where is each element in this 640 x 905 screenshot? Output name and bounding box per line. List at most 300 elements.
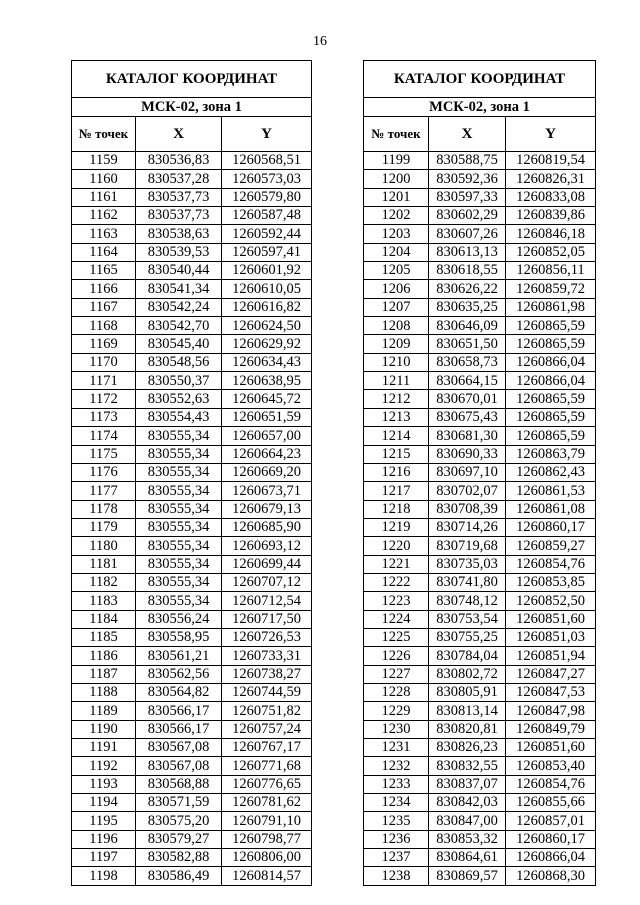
point-number-cell: 1201 xyxy=(364,188,429,206)
table-row xyxy=(364,849,596,867)
point-number-cell: 1180 xyxy=(72,537,136,555)
column-header-point-number: № точек xyxy=(364,117,429,152)
table-row xyxy=(72,225,312,243)
y-coordinate-cell: 1260679,13 xyxy=(222,500,312,518)
x-coordinate-cell: 830832,55 xyxy=(429,757,506,775)
x-coordinate-cell: 830646,09 xyxy=(429,317,506,335)
y-coordinate-cell: 1260866,04 xyxy=(506,849,596,867)
y-coordinate-cell: 1260862,43 xyxy=(506,463,596,481)
y-coordinate-cell: 1260717,50 xyxy=(222,610,312,628)
y-coordinate-cell: 1260863,79 xyxy=(506,445,596,463)
y-coordinate-cell: 1260767,17 xyxy=(222,739,312,757)
point-number-cell: 1177 xyxy=(72,482,136,500)
x-coordinate-cell: 830575,20 xyxy=(136,812,222,830)
catalog-title: КАТАЛОГ КООРДИНАТ xyxy=(364,61,596,98)
table-row xyxy=(72,152,312,170)
x-coordinate-cell: 830741,80 xyxy=(429,573,506,591)
x-coordinate-cell: 830618,55 xyxy=(429,262,506,280)
x-coordinate-cell: 830538,63 xyxy=(136,225,222,243)
y-coordinate-cell: 1260726,53 xyxy=(222,628,312,646)
point-number-cell: 1210 xyxy=(364,353,429,371)
x-coordinate-cell: 830555,34 xyxy=(136,482,222,500)
y-coordinate-cell: 1260865,59 xyxy=(506,390,596,408)
point-number-cell: 1227 xyxy=(364,665,429,683)
table-row xyxy=(364,170,596,188)
x-coordinate-cell: 830635,25 xyxy=(429,298,506,316)
x-coordinate-cell: 830658,73 xyxy=(429,353,506,371)
table-row xyxy=(364,298,596,316)
point-number-cell: 1206 xyxy=(364,280,429,298)
point-number-cell: 1233 xyxy=(364,775,429,793)
table-row xyxy=(72,610,312,628)
point-number-cell: 1196 xyxy=(72,830,136,848)
table-row xyxy=(364,280,596,298)
x-coordinate-cell: 830545,40 xyxy=(136,335,222,353)
column-header-y: Y xyxy=(506,117,596,152)
point-number-cell: 1172 xyxy=(72,390,136,408)
y-coordinate-cell: 1260664,23 xyxy=(222,445,312,463)
x-coordinate-cell: 830555,34 xyxy=(136,573,222,591)
y-coordinate-cell: 1260651,59 xyxy=(222,408,312,426)
x-coordinate-cell: 830539,53 xyxy=(136,243,222,261)
x-coordinate-cell: 830582,88 xyxy=(136,849,222,867)
point-number-cell: 1174 xyxy=(72,427,136,445)
table-row xyxy=(72,537,312,555)
table-row xyxy=(72,390,312,408)
x-coordinate-cell: 830564,82 xyxy=(136,683,222,701)
x-coordinate-cell: 830566,17 xyxy=(136,720,222,738)
column-header-y: Y xyxy=(222,117,312,152)
point-number-cell: 1160 xyxy=(72,170,136,188)
table-row xyxy=(72,427,312,445)
table-row xyxy=(364,372,596,390)
table-row xyxy=(72,867,312,885)
table-row xyxy=(72,573,312,591)
point-number-cell: 1187 xyxy=(72,665,136,683)
x-coordinate-cell: 830567,08 xyxy=(136,757,222,775)
y-coordinate-cell: 1260851,60 xyxy=(506,739,596,757)
y-coordinate-cell: 1260868,30 xyxy=(506,867,596,885)
table-row xyxy=(72,702,312,720)
table-row xyxy=(364,775,596,793)
table-row xyxy=(364,225,596,243)
table-row xyxy=(364,757,596,775)
y-coordinate-cell: 1260866,04 xyxy=(506,372,596,390)
table-row xyxy=(72,243,312,261)
y-coordinate-cell: 1260673,71 xyxy=(222,482,312,500)
table-row xyxy=(364,720,596,738)
point-number-cell: 1169 xyxy=(72,335,136,353)
point-number-cell: 1192 xyxy=(72,757,136,775)
x-coordinate-cell: 830602,29 xyxy=(429,207,506,225)
y-coordinate-cell: 1260819,54 xyxy=(506,152,596,170)
table-row xyxy=(72,482,312,500)
point-number-cell: 1208 xyxy=(364,317,429,335)
y-coordinate-cell: 1260851,03 xyxy=(506,628,596,646)
point-number-cell: 1184 xyxy=(72,610,136,628)
x-coordinate-cell: 830670,01 xyxy=(429,390,506,408)
point-number-cell: 1197 xyxy=(72,849,136,867)
x-coordinate-cell: 830548,56 xyxy=(136,353,222,371)
table-row xyxy=(364,555,596,573)
x-coordinate-cell: 830592,36 xyxy=(429,170,506,188)
point-number-cell: 1216 xyxy=(364,463,429,481)
y-coordinate-cell: 1260852,05 xyxy=(506,243,596,261)
y-coordinate-cell: 1260854,76 xyxy=(506,555,596,573)
point-number-cell: 1229 xyxy=(364,702,429,720)
table-row xyxy=(72,463,312,481)
coordinate-catalog-table-right xyxy=(363,60,596,886)
point-number-cell: 1161 xyxy=(72,188,136,206)
table-row xyxy=(364,500,596,518)
table-row xyxy=(364,188,596,206)
table-row xyxy=(364,262,596,280)
x-coordinate-cell: 830714,26 xyxy=(429,518,506,536)
y-coordinate-cell: 1260833,08 xyxy=(506,188,596,206)
x-coordinate-cell: 830537,28 xyxy=(136,170,222,188)
point-number-cell: 1226 xyxy=(364,647,429,665)
y-coordinate-cell: 1260849,79 xyxy=(506,720,596,738)
x-coordinate-cell: 830697,10 xyxy=(429,463,506,481)
y-coordinate-cell: 1260798,77 xyxy=(222,830,312,848)
x-coordinate-cell: 830755,25 xyxy=(429,628,506,646)
table-row xyxy=(72,592,312,610)
coordinate-catalog-table-left xyxy=(71,60,312,886)
table-row xyxy=(364,610,596,628)
table-row xyxy=(72,353,312,371)
y-coordinate-cell: 1260712,54 xyxy=(222,592,312,610)
x-coordinate-cell: 830802,72 xyxy=(429,665,506,683)
x-coordinate-cell: 830735,03 xyxy=(429,555,506,573)
y-coordinate-cell: 1260669,20 xyxy=(222,463,312,481)
table-row xyxy=(72,555,312,573)
table-row xyxy=(364,683,596,701)
y-coordinate-cell: 1260847,53 xyxy=(506,683,596,701)
y-coordinate-cell: 1260757,24 xyxy=(222,720,312,738)
y-coordinate-cell: 1260744,59 xyxy=(222,683,312,701)
x-coordinate-cell: 830613,13 xyxy=(429,243,506,261)
y-coordinate-cell: 1260865,59 xyxy=(506,317,596,335)
x-coordinate-cell: 830555,34 xyxy=(136,427,222,445)
catalog-title: КАТАЛОГ КООРДИНАТ xyxy=(72,61,312,98)
point-number-cell: 1159 xyxy=(72,152,136,170)
table-row xyxy=(364,408,596,426)
table-row xyxy=(72,739,312,757)
table-row xyxy=(364,665,596,683)
point-number-cell: 1188 xyxy=(72,683,136,701)
x-coordinate-cell: 830690,33 xyxy=(429,445,506,463)
point-number-cell: 1218 xyxy=(364,500,429,518)
x-coordinate-cell: 830552,63 xyxy=(136,390,222,408)
x-coordinate-cell: 830826,23 xyxy=(429,739,506,757)
table-row xyxy=(364,390,596,408)
x-coordinate-cell: 830607,26 xyxy=(429,225,506,243)
table-row xyxy=(364,573,596,591)
table-row xyxy=(364,830,596,848)
point-number-cell: 1193 xyxy=(72,775,136,793)
y-coordinate-cell: 1260860,17 xyxy=(506,830,596,848)
table-row xyxy=(72,335,312,353)
y-coordinate-cell: 1260707,12 xyxy=(222,573,312,591)
y-coordinate-cell: 1260738,27 xyxy=(222,665,312,683)
y-coordinate-cell: 1260579,80 xyxy=(222,188,312,206)
x-coordinate-cell: 830753,54 xyxy=(429,610,506,628)
table-row xyxy=(72,445,312,463)
point-number-cell: 1204 xyxy=(364,243,429,261)
x-coordinate-cell: 830537,73 xyxy=(136,207,222,225)
table-row xyxy=(72,518,312,536)
x-coordinate-cell: 830556,24 xyxy=(136,610,222,628)
point-number-cell: 1175 xyxy=(72,445,136,463)
table-row xyxy=(72,812,312,830)
x-coordinate-cell: 830820,81 xyxy=(429,720,506,738)
table-row xyxy=(364,518,596,536)
x-coordinate-cell: 830586,49 xyxy=(136,867,222,885)
point-number-cell: 1235 xyxy=(364,812,429,830)
x-coordinate-cell: 830837,07 xyxy=(429,775,506,793)
x-coordinate-cell: 830562,56 xyxy=(136,665,222,683)
y-coordinate-cell: 1260587,48 xyxy=(222,207,312,225)
table-row xyxy=(364,243,596,261)
point-number-cell: 1166 xyxy=(72,280,136,298)
table-row xyxy=(72,647,312,665)
x-coordinate-cell: 830708,39 xyxy=(429,500,506,518)
point-number-cell: 1183 xyxy=(72,592,136,610)
y-coordinate-cell: 1260826,31 xyxy=(506,170,596,188)
point-number-cell: 1165 xyxy=(72,262,136,280)
y-coordinate-cell: 1260854,76 xyxy=(506,775,596,793)
x-coordinate-cell: 830869,57 xyxy=(429,867,506,885)
y-coordinate-cell: 1260852,50 xyxy=(506,592,596,610)
point-number-cell: 1181 xyxy=(72,555,136,573)
y-coordinate-cell: 1260592,44 xyxy=(222,225,312,243)
y-coordinate-cell: 1260860,17 xyxy=(506,518,596,536)
point-number-cell: 1182 xyxy=(72,573,136,591)
table-row xyxy=(364,794,596,812)
point-number-cell: 1195 xyxy=(72,812,136,830)
table-row xyxy=(72,408,312,426)
x-coordinate-cell: 830864,61 xyxy=(429,849,506,867)
table-row xyxy=(364,335,596,353)
point-number-cell: 1173 xyxy=(72,408,136,426)
table-row xyxy=(364,647,596,665)
point-number-cell: 1168 xyxy=(72,317,136,335)
y-coordinate-cell: 1260699,44 xyxy=(222,555,312,573)
y-coordinate-cell: 1260814,57 xyxy=(222,867,312,885)
table-row xyxy=(364,317,596,335)
x-coordinate-cell: 830554,43 xyxy=(136,408,222,426)
point-number-cell: 1215 xyxy=(364,445,429,463)
table-row xyxy=(364,427,596,445)
point-number-cell: 1179 xyxy=(72,518,136,536)
table-row xyxy=(364,812,596,830)
point-number-cell: 1200 xyxy=(364,170,429,188)
table-row xyxy=(364,445,596,463)
table-row xyxy=(72,298,312,316)
table-row xyxy=(364,482,596,500)
coordinate-system-subtitle: МСК-02, зона 1 xyxy=(364,98,596,117)
point-number-cell: 1164 xyxy=(72,243,136,261)
x-coordinate-cell: 830555,34 xyxy=(136,500,222,518)
y-coordinate-cell: 1260624,50 xyxy=(222,317,312,335)
x-coordinate-cell: 830537,73 xyxy=(136,188,222,206)
table-row xyxy=(72,188,312,206)
y-coordinate-cell: 1260771,68 xyxy=(222,757,312,775)
y-coordinate-cell: 1260851,60 xyxy=(506,610,596,628)
y-coordinate-cell: 1260601,92 xyxy=(222,262,312,280)
point-number-cell: 1224 xyxy=(364,610,429,628)
point-number-cell: 1234 xyxy=(364,794,429,812)
y-coordinate-cell: 1260781,62 xyxy=(222,794,312,812)
point-number-cell: 1236 xyxy=(364,830,429,848)
point-number-cell: 1212 xyxy=(364,390,429,408)
table-row xyxy=(72,775,312,793)
x-coordinate-cell: 830702,07 xyxy=(429,482,506,500)
x-coordinate-cell: 830550,37 xyxy=(136,372,222,390)
table-row xyxy=(72,720,312,738)
table-row xyxy=(72,280,312,298)
table-row xyxy=(72,170,312,188)
x-coordinate-cell: 830568,88 xyxy=(136,775,222,793)
y-coordinate-cell: 1260859,72 xyxy=(506,280,596,298)
x-coordinate-cell: 830561,21 xyxy=(136,647,222,665)
table-row xyxy=(72,628,312,646)
x-coordinate-cell: 830579,27 xyxy=(136,830,222,848)
y-coordinate-cell: 1260610,05 xyxy=(222,280,312,298)
point-number-cell: 1217 xyxy=(364,482,429,500)
x-coordinate-cell: 830675,43 xyxy=(429,408,506,426)
table-row xyxy=(72,849,312,867)
point-number-cell: 1205 xyxy=(364,262,429,280)
table-row xyxy=(72,830,312,848)
y-coordinate-cell: 1260861,08 xyxy=(506,500,596,518)
x-coordinate-cell: 830555,34 xyxy=(136,555,222,573)
y-coordinate-cell: 1260839,86 xyxy=(506,207,596,225)
x-coordinate-cell: 830555,34 xyxy=(136,592,222,610)
point-number-cell: 1163 xyxy=(72,225,136,243)
y-coordinate-cell: 1260693,12 xyxy=(222,537,312,555)
table-row xyxy=(72,757,312,775)
table-row xyxy=(364,739,596,757)
x-coordinate-cell: 830566,17 xyxy=(136,702,222,720)
x-coordinate-cell: 830588,75 xyxy=(429,152,506,170)
x-coordinate-cell: 830626,22 xyxy=(429,280,506,298)
table-row xyxy=(72,794,312,812)
table-row xyxy=(364,207,596,225)
x-coordinate-cell: 830567,08 xyxy=(136,739,222,757)
y-coordinate-cell: 1260866,04 xyxy=(506,353,596,371)
point-number-cell: 1186 xyxy=(72,647,136,665)
y-coordinate-cell: 1260851,94 xyxy=(506,647,596,665)
point-number-cell: 1237 xyxy=(364,849,429,867)
y-coordinate-cell: 1260733,31 xyxy=(222,647,312,665)
y-coordinate-cell: 1260634,43 xyxy=(222,353,312,371)
point-number-cell: 1220 xyxy=(364,537,429,555)
table-row xyxy=(72,665,312,683)
x-coordinate-cell: 830681,30 xyxy=(429,427,506,445)
y-coordinate-cell: 1260776,65 xyxy=(222,775,312,793)
y-coordinate-cell: 1260657,00 xyxy=(222,427,312,445)
y-coordinate-cell: 1260645,72 xyxy=(222,390,312,408)
y-coordinate-cell: 1260857,01 xyxy=(506,812,596,830)
table-row xyxy=(72,207,312,225)
point-number-cell: 1221 xyxy=(364,555,429,573)
point-number-cell: 1162 xyxy=(72,207,136,225)
point-number-cell: 1203 xyxy=(364,225,429,243)
table-row xyxy=(364,463,596,481)
point-number-cell: 1211 xyxy=(364,372,429,390)
table-row xyxy=(364,592,596,610)
point-number-cell: 1231 xyxy=(364,739,429,757)
y-coordinate-cell: 1260638,95 xyxy=(222,372,312,390)
y-coordinate-cell: 1260751,82 xyxy=(222,702,312,720)
x-coordinate-cell: 830597,33 xyxy=(429,188,506,206)
point-number-cell: 1190 xyxy=(72,720,136,738)
table-row xyxy=(364,628,596,646)
y-coordinate-cell: 1260685,90 xyxy=(222,518,312,536)
point-number-cell: 1202 xyxy=(364,207,429,225)
point-number-cell: 1230 xyxy=(364,720,429,738)
table-body xyxy=(72,152,312,886)
y-coordinate-cell: 1260856,11 xyxy=(506,262,596,280)
point-number-cell: 1167 xyxy=(72,298,136,316)
x-coordinate-cell: 830541,34 xyxy=(136,280,222,298)
point-number-cell: 1222 xyxy=(364,573,429,591)
x-coordinate-cell: 830853,32 xyxy=(429,830,506,848)
table-body xyxy=(364,152,596,886)
y-coordinate-cell: 1260853,85 xyxy=(506,573,596,591)
y-coordinate-cell: 1260865,59 xyxy=(506,335,596,353)
x-coordinate-cell: 830748,12 xyxy=(429,592,506,610)
y-coordinate-cell: 1260568,51 xyxy=(222,152,312,170)
column-header-x: X xyxy=(136,117,222,152)
point-number-cell: 1223 xyxy=(364,592,429,610)
x-coordinate-cell: 830555,34 xyxy=(136,518,222,536)
y-coordinate-cell: 1260847,98 xyxy=(506,702,596,720)
y-coordinate-cell: 1260629,92 xyxy=(222,335,312,353)
y-coordinate-cell: 1260861,98 xyxy=(506,298,596,316)
x-coordinate-cell: 830555,34 xyxy=(136,537,222,555)
x-coordinate-cell: 830842,03 xyxy=(429,794,506,812)
y-coordinate-cell: 1260865,59 xyxy=(506,427,596,445)
x-coordinate-cell: 830555,34 xyxy=(136,463,222,481)
x-coordinate-cell: 830555,34 xyxy=(136,445,222,463)
point-number-cell: 1199 xyxy=(364,152,429,170)
x-coordinate-cell: 830542,70 xyxy=(136,317,222,335)
y-coordinate-cell: 1260859,27 xyxy=(506,537,596,555)
x-coordinate-cell: 830805,91 xyxy=(429,683,506,701)
point-number-cell: 1232 xyxy=(364,757,429,775)
x-coordinate-cell: 830719,68 xyxy=(429,537,506,555)
page-number: 16 xyxy=(313,34,327,49)
point-number-cell: 1225 xyxy=(364,628,429,646)
column-header-x: X xyxy=(429,117,506,152)
y-coordinate-cell: 1260846,18 xyxy=(506,225,596,243)
y-coordinate-cell: 1260847,27 xyxy=(506,665,596,683)
y-coordinate-cell: 1260861,53 xyxy=(506,482,596,500)
point-number-cell: 1189 xyxy=(72,702,136,720)
x-coordinate-cell: 830813,14 xyxy=(429,702,506,720)
y-coordinate-cell: 1260855,66 xyxy=(506,794,596,812)
column-header-point-number: № точек xyxy=(72,117,136,152)
x-coordinate-cell: 830784,04 xyxy=(429,647,506,665)
point-number-cell: 1207 xyxy=(364,298,429,316)
y-coordinate-cell: 1260791,10 xyxy=(222,812,312,830)
table-row xyxy=(72,372,312,390)
table-row xyxy=(364,867,596,885)
x-coordinate-cell: 830542,24 xyxy=(136,298,222,316)
y-coordinate-cell: 1260853,40 xyxy=(506,757,596,775)
